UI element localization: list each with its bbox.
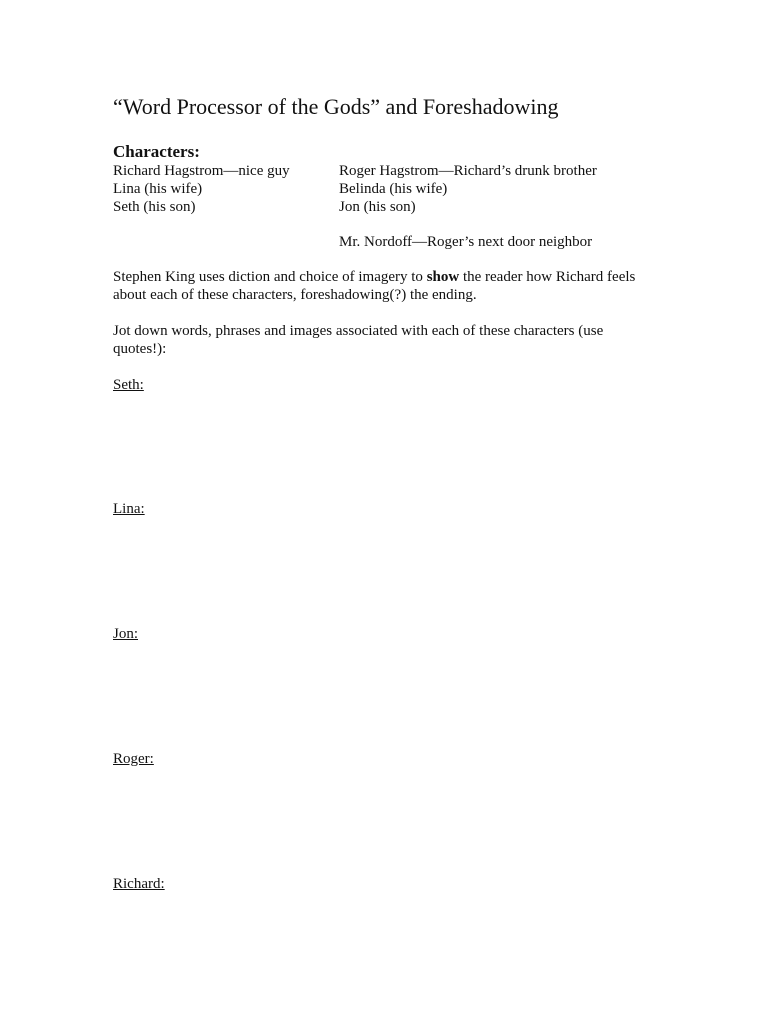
instruction-paragraph-2: Jot down words, phrases and images associated with each of these characters (use quotes!): bbox=[113, 323, 604, 357]
character-richard: Richard Hagstrom—nice guy bbox=[113, 163, 290, 179]
document-title: “Word Processor of the Gods” and Foreshadowing bbox=[113, 94, 559, 119]
characters-left-column bbox=[113, 162, 290, 216]
section-label-richard: Richard: bbox=[113, 876, 165, 892]
section-label-lina: Lina: bbox=[113, 501, 145, 517]
character-belinda: Belinda (his wife) bbox=[339, 181, 448, 197]
character-roger: Roger Hagstrom—Richard’s drunk brother bbox=[339, 163, 597, 179]
instruction-paragraph-1 bbox=[113, 268, 648, 304]
section-label-seth: Seth: bbox=[113, 377, 144, 393]
character-nordoff: Mr. Nordoff—Roger’s next door neighbor bbox=[339, 234, 593, 250]
paragraph-1-text-start: Stephen King uses diction and choice of imagery to bbox=[113, 269, 427, 285]
characters-right-column bbox=[339, 162, 597, 216]
section-label-roger: Roger: bbox=[113, 751, 154, 767]
paragraph-1-bold-word: show bbox=[426, 269, 460, 285]
paragraph-1-text-end: the reader how Richard feels about each of these characters, foreshadowing(?) the ending. bbox=[113, 269, 636, 303]
characters-heading: Characters: bbox=[113, 142, 200, 161]
character-lina: Lina (his wife) bbox=[113, 181, 203, 197]
section-label-jon: Jon: bbox=[113, 626, 139, 642]
character-jon: Jon (his son) bbox=[339, 199, 416, 215]
character-seth: Seth (his son) bbox=[113, 199, 196, 215]
